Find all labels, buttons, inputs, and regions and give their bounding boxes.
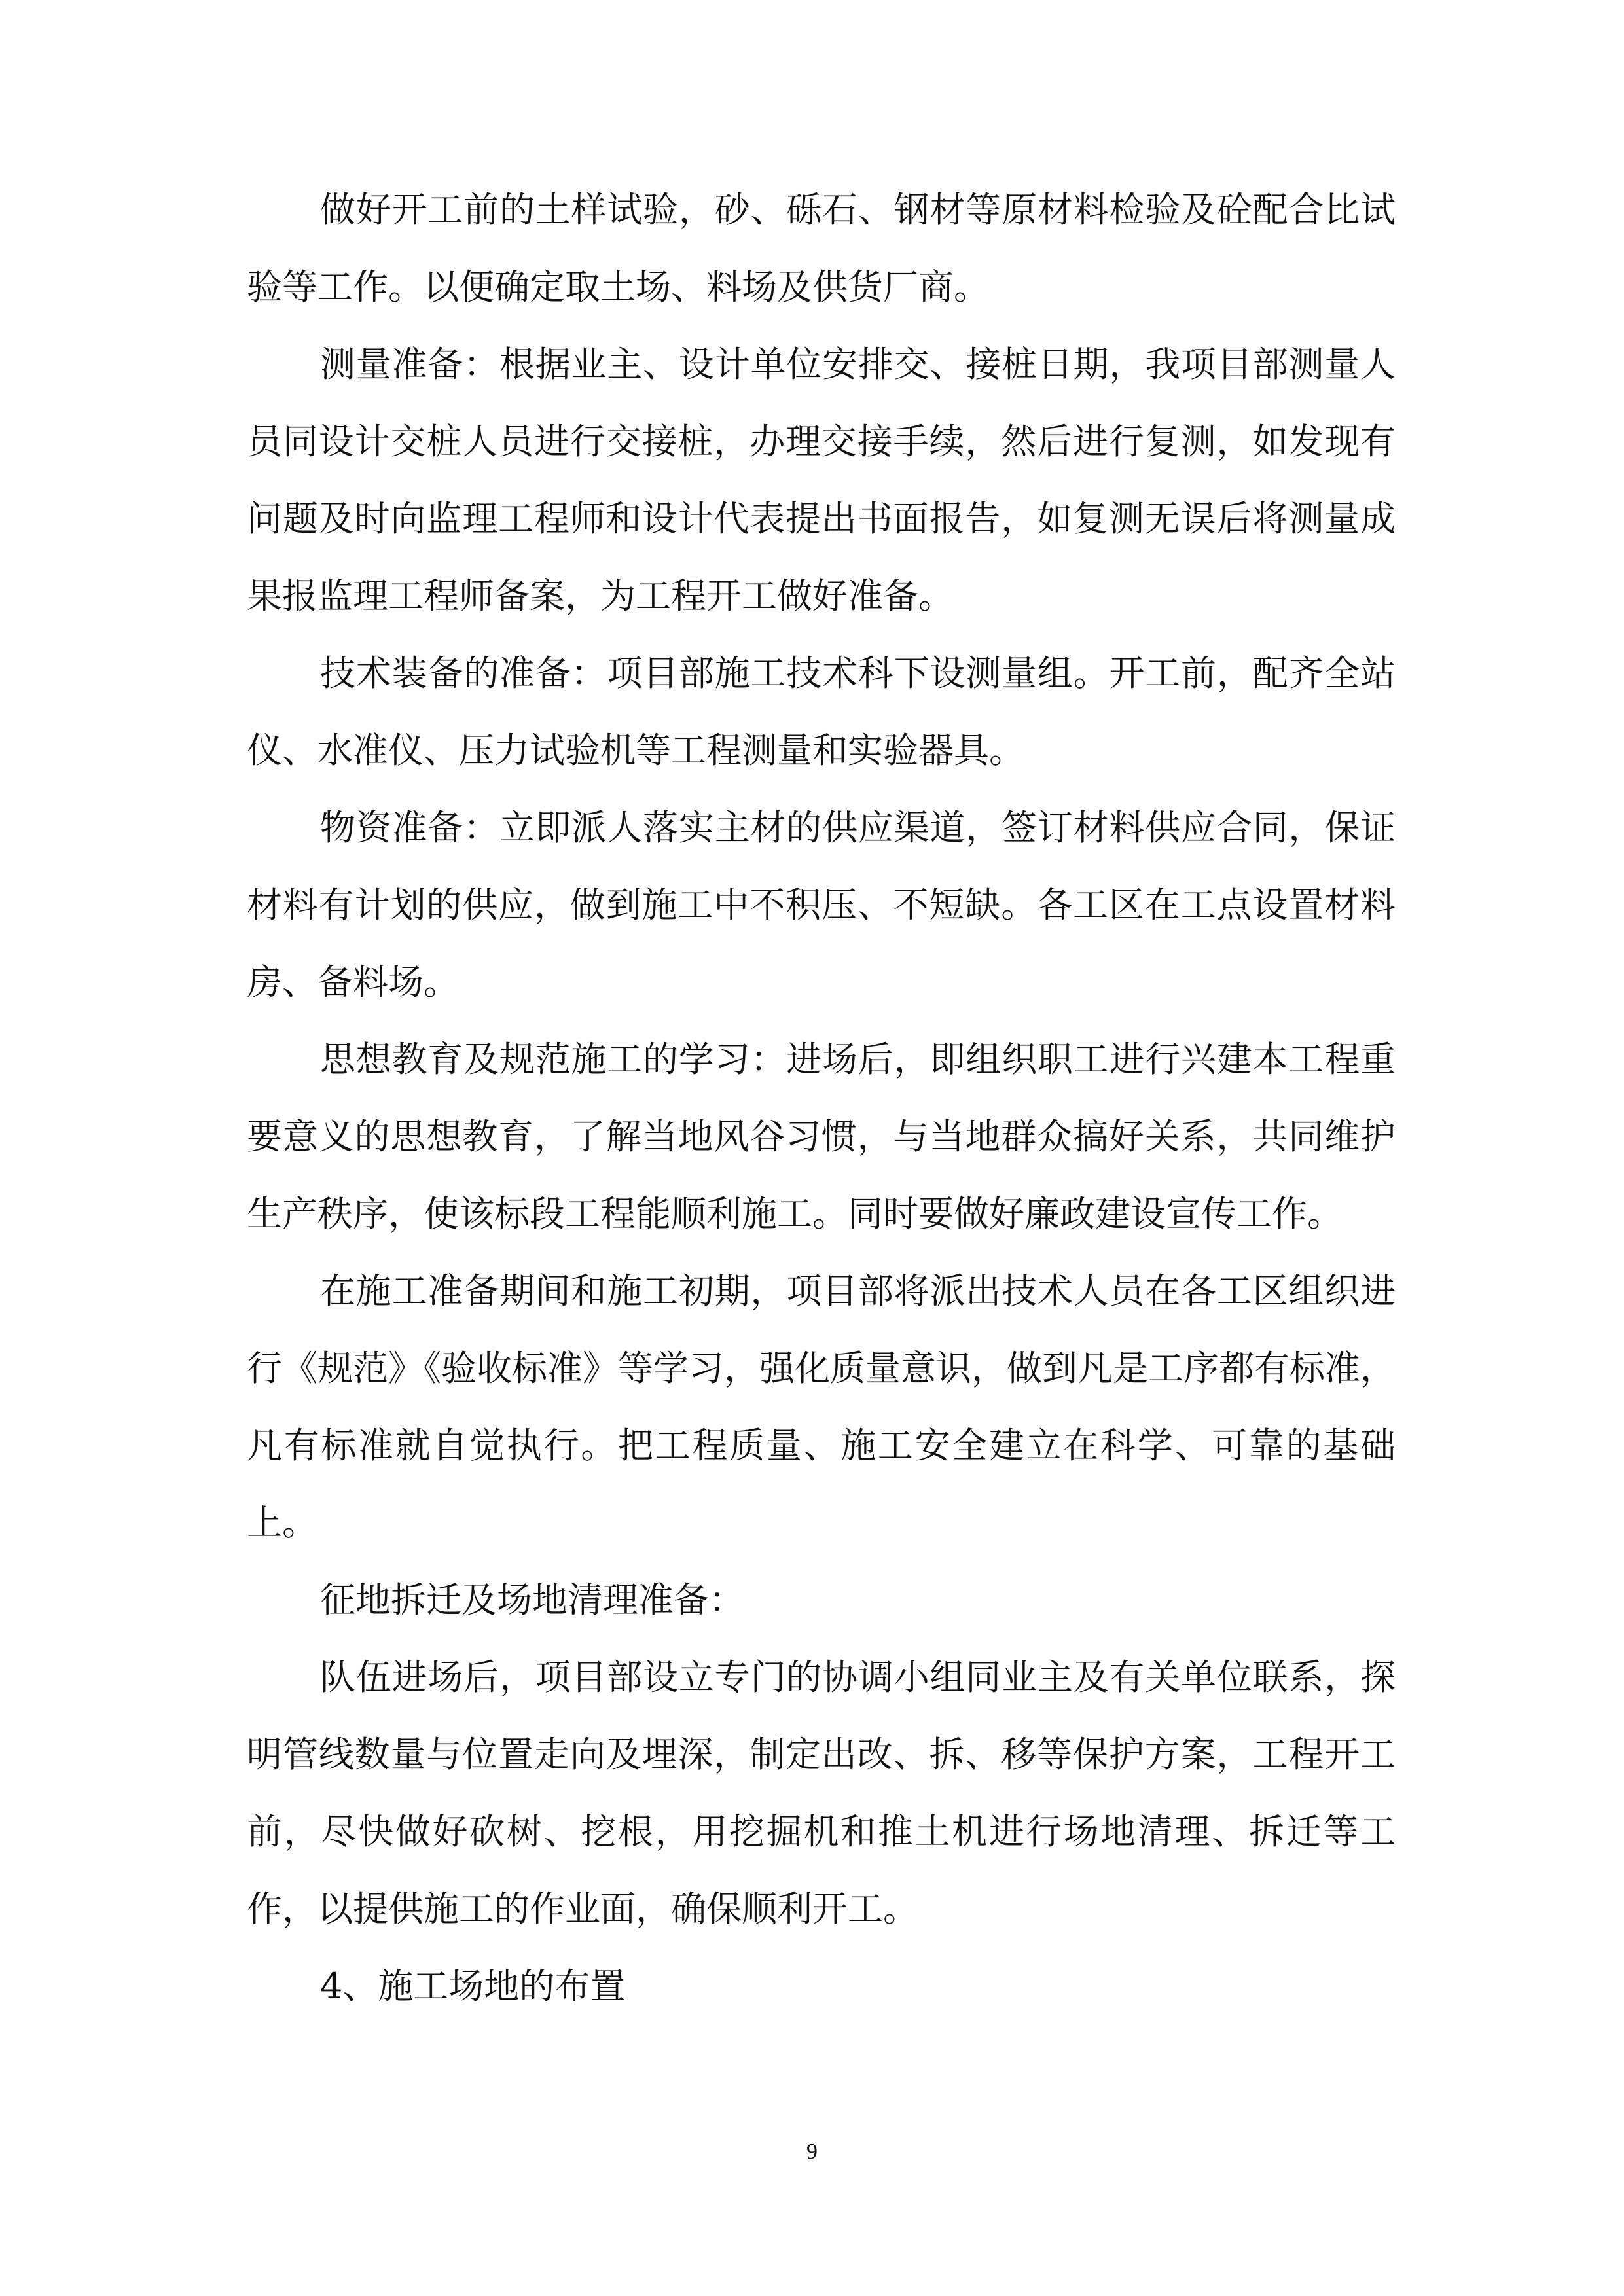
paragraph-survey-preparation: 测量准备：根据业主、设计单位安排交、接桩日期，我项目部测量人员同设计交桩人员进行交接桩，办理交接手续，然后进行复测，如发现有问题及时向监理工程师和设计代表提出书面报告，如复测无误后将测量成果报监理工程师备案，为工程开工做好准备。 (247, 344, 1396, 617)
document-body (247, 171, 1396, 2025)
paragraph-material-preparation: 物资准备：立即派人落实主材的供应渠道，签订材料供应合同，保证材料有计划的供应，做到施工中不积压、不短缺。各工区在工点设置材料房、备料场。 (247, 807, 1396, 1003)
paragraph-material-testing: 做好开工前的土样试验，砂、砾石、钢材等原材料检验及砼配合比试验等工作。以便确定取土场、料场及供货厂商。 (247, 189, 1396, 308)
paragraph-technical-equipment: 技术装备的准备：项目部施工技术科下设测量组。开工前，配齐全站仪、水准仪、压力试验机等工程测量和实验器具。 (247, 653, 1396, 771)
paragraph-standards-training: 在施工准备期间和施工初期，项目部将派出技术人员在各工区组织进行《规范》《验收标准》等学习，强化质量意识，做到凡是工序都有标准，凡有标准就自觉执行。把工程质量、施工安全建立在科学、可靠的基础上。 (247, 1270, 1396, 1543)
paragraph-land-acquisition-heading: 征地拆迁及场地清理准备： (320, 1579, 744, 1621)
paragraph-site-clearing: 队伍进场后，项目部设立专门的协调小组同业主及有关单位联系，探明管线数量与位置走向及埋深，制定出改、拆、移等保护方案，工程开工前，尽快做好砍树、挖根，用挖掘机和推土机进行场地清理、拆迁等工作，以提供施工的作业面，确保顺利开工。 (247, 1657, 1396, 1929)
page-number: 9 (806, 2140, 818, 2164)
section-heading-site-layout: 4、施工场地的布置 (320, 1965, 626, 2007)
paragraph-ideological-education: 思想教育及规范施工的学习：进场后，即组织职工进行兴建本工程重要意义的思想教育，了解当地风谷习惯，与当地群众搞好关系，共同维护生产秩序，使该标段工程能顺利施工。同时要做好廉政建设宣传工作。 (247, 1039, 1396, 1234)
